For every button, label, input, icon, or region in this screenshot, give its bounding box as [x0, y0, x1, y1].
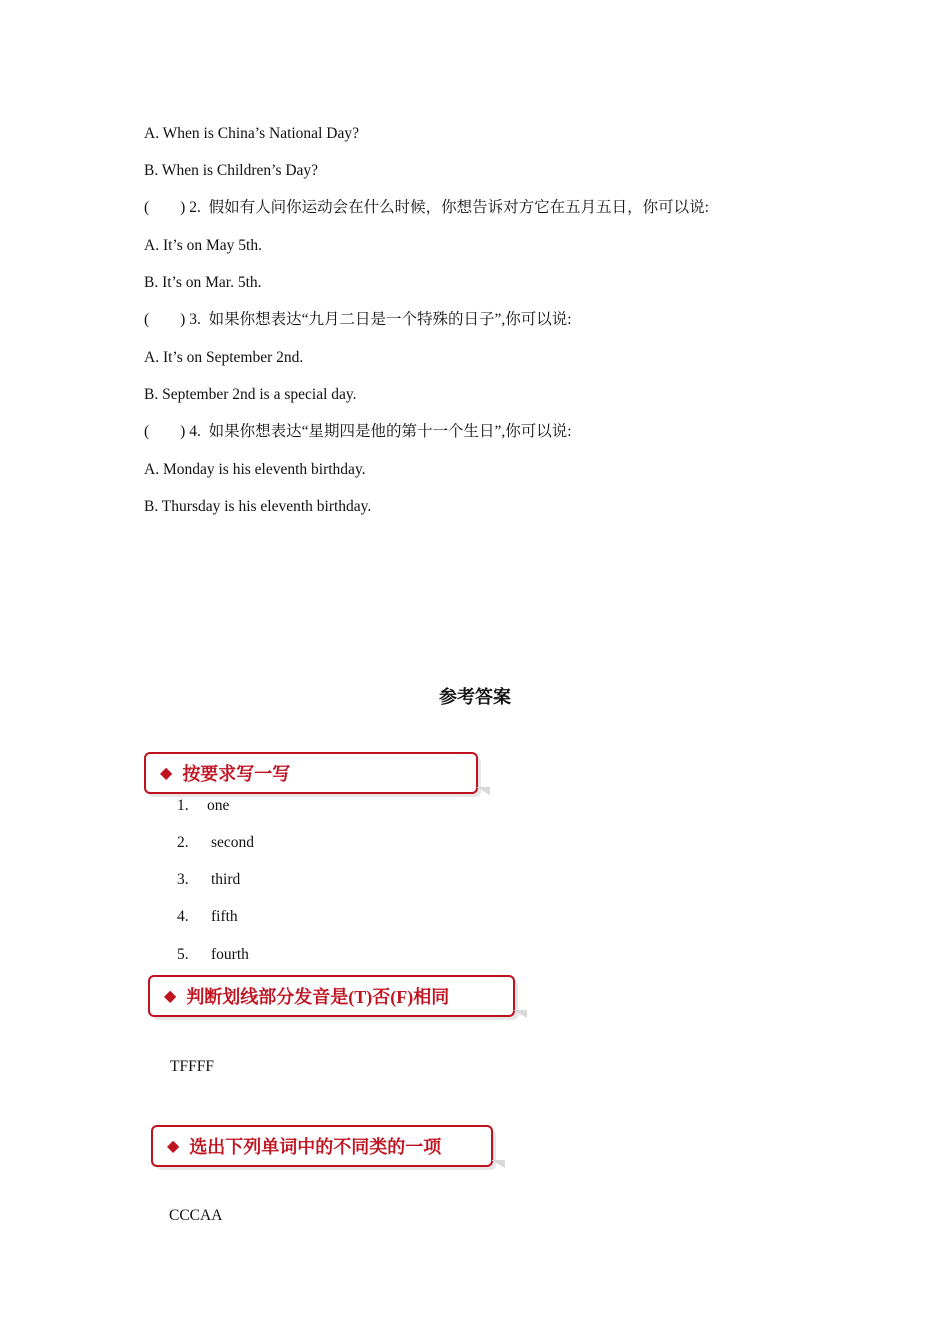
- question-line: ( ) 2. 假如有人问你运动会在什么时候，你想告诉对方它在五月五日，你可以说:: [144, 199, 709, 216]
- answer-word: second: [211, 834, 255, 851]
- option-line: B. Thursday is his eleventh birthday.: [144, 498, 372, 515]
- section-shadow: [491, 1160, 505, 1168]
- option-line: A. It’s on September 2nd.: [144, 349, 304, 366]
- answer-number: 5.: [177, 946, 189, 963]
- question-line: ( ) 4. 如果你想表达“星期四是他的第十一个生日”,你可以说:: [144, 423, 572, 440]
- option-line: A. Monday is his eleventh birthday.: [144, 461, 366, 478]
- section-title: 选出下列单词中的不同类的一项: [189, 1137, 442, 1157]
- answer-title: 参考答案: [439, 687, 511, 707]
- answer-word: one: [207, 797, 230, 814]
- choose-answer: CCCAA: [169, 1207, 223, 1224]
- section-shadow: [476, 787, 490, 795]
- option-line: A. It’s on May 5th.: [144, 237, 262, 254]
- answer-number: 3.: [177, 871, 189, 888]
- answer-number: 1.: [177, 797, 189, 814]
- section-header-write: [144, 752, 478, 794]
- option-line: A. When is China’s National Day?: [144, 125, 359, 142]
- diamond-icon: ◆: [167, 1138, 180, 1155]
- judge-answer: TFFFF: [170, 1058, 214, 1075]
- section-title: 按要求写一写: [182, 764, 291, 784]
- answer-number: 2.: [177, 834, 189, 851]
- answer-word: third: [211, 871, 241, 888]
- diamond-icon: ◆: [160, 765, 173, 782]
- option-line: B. It’s on Mar. 5th.: [144, 274, 262, 291]
- section-header-choose: [151, 1125, 493, 1167]
- section-header-judge: [148, 975, 515, 1017]
- answer-word: fourth: [211, 946, 249, 963]
- option-line: B. September 2nd is a special day.: [144, 386, 357, 403]
- section-title: 判断划线部分发音是(T)否(F)相同: [186, 987, 450, 1007]
- question-line: ( ) 3. 如果你想表达“九月二日是一个特殊的日子”,你可以说:: [144, 311, 572, 328]
- option-line: B. When is Children’s Day?: [144, 162, 319, 179]
- section-shadow: [513, 1010, 527, 1018]
- answer-number: 4.: [177, 908, 189, 925]
- answer-word: fifth: [211, 908, 238, 925]
- diamond-icon: ◆: [164, 988, 177, 1005]
